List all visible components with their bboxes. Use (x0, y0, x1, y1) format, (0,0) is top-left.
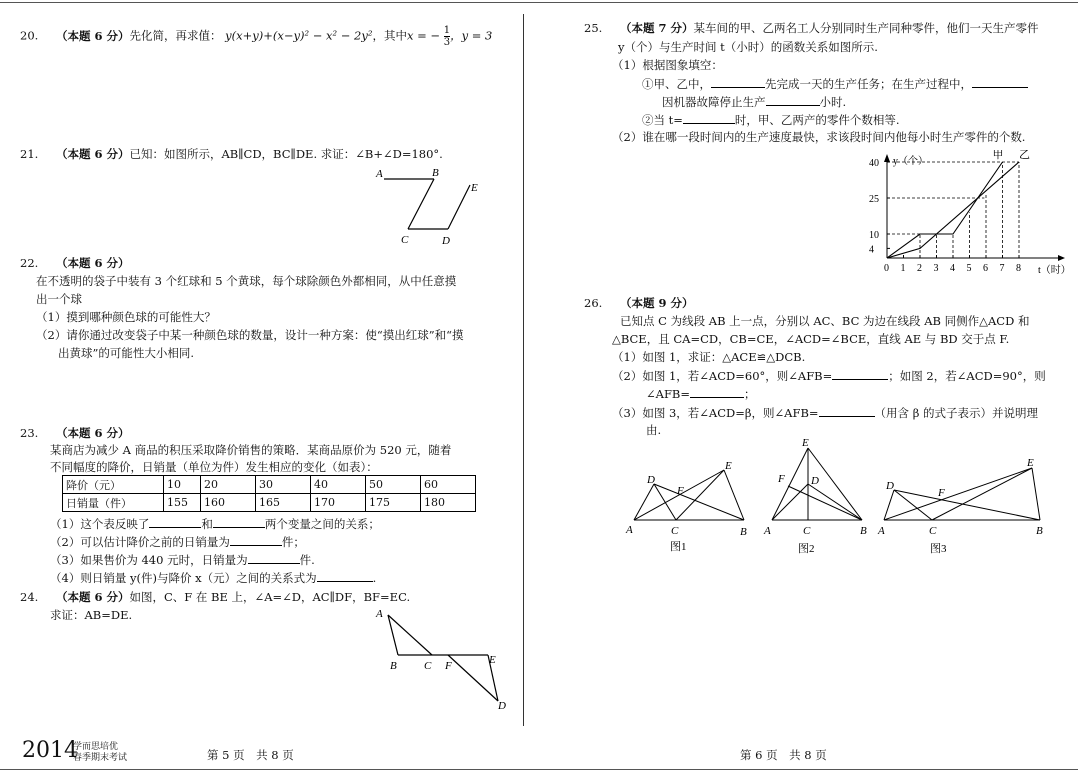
q21-label-a: A (376, 168, 383, 180)
column-divider (523, 14, 524, 726)
answer-blank[interactable] (230, 533, 282, 546)
fig3-label-c: C (929, 525, 937, 537)
q20-text: 先化简，再求值： (129, 28, 222, 43)
top-rule (0, 2, 1078, 3)
y-tick-label: 10 (869, 230, 879, 241)
q21-figure (370, 165, 490, 250)
chart-axes (884, 154, 1065, 261)
q23-sub-2 (50, 533, 305, 550)
fig1-label-d: D (647, 474, 655, 486)
q21-text: 已知：如图所示，AB∥CD，BC∥DE. 求证：∠B+∠D=180°. (129, 147, 443, 161)
q26-number: 26. (584, 296, 603, 310)
fig2-label-e: E (802, 437, 809, 449)
fig2-label-a: A (764, 525, 771, 537)
fig3-line (884, 468, 1032, 520)
q22-sub-1: （1）摸到哪种颜色球的可能性大？ (36, 310, 216, 324)
q24-label-e: E (489, 654, 496, 666)
y-axis-title: y（个） (893, 156, 928, 167)
answer-blank[interactable] (766, 93, 820, 106)
table-cell: 20 (201, 476, 256, 494)
q24-number: 24. (20, 590, 39, 604)
q21-segment-bc (408, 179, 434, 229)
x-axis-arrow (1058, 255, 1065, 261)
q24-text: 如图，C、F 在 BE 上，∠A=∠D，AC∥DF，BF=EC. (129, 590, 411, 604)
q20-line (20, 25, 492, 48)
q20-frac-num: 1 (443, 25, 451, 36)
table-cell: 40 (311, 476, 366, 494)
fig2-line (772, 484, 808, 520)
page-number-right: 第 6 页 共 8 页 (740, 748, 827, 762)
table-cell: 30 (256, 476, 311, 494)
q24-points: （本题 6 分） (55, 590, 130, 604)
q20-cond-pre: ，其中 (372, 28, 407, 43)
y-tick-label: 4 (869, 244, 874, 256)
q23-s4b: . (372, 571, 377, 585)
fig1-caption: 图1 (670, 541, 687, 553)
q23-number: 23. (20, 426, 39, 440)
q23-points: （本题 6 分） (55, 426, 130, 440)
fig3-caption: 图3 (930, 543, 947, 555)
footer-brand (73, 742, 127, 764)
y-tick-label: 25 (869, 194, 879, 205)
fig3-label-d: D (886, 480, 894, 492)
table-cell: 155 (164, 494, 201, 512)
fig2-line (808, 484, 862, 520)
q23-s2b: 件； (281, 535, 305, 549)
q23-sub-4 (50, 569, 376, 586)
q21-label-e: E (471, 182, 478, 194)
q22-text-2: 出一个球 (36, 292, 82, 306)
fig2-label-d: D (811, 475, 819, 487)
q21-line (20, 146, 443, 162)
q25-points: （本题 7 分） (619, 21, 694, 35)
q20-points: （本题 6 分） (55, 28, 130, 43)
footer-brand-1: 学而思培优 (73, 742, 119, 752)
q26-s3a: （3）如图 3，若∠ACD=β，则∠AFB= (612, 406, 819, 420)
fig1-label-f: F (677, 485, 684, 497)
table-cell: 50 (366, 476, 421, 494)
q26-text-2: △BCE，且 CA=CD，CB=CE，∠ACD=∠BCE，直线 AE 与 BD 交于点 F. (612, 332, 1010, 346)
q25-chart (860, 150, 1075, 282)
fig2-label-f: F (778, 473, 785, 485)
q26-line (584, 295, 693, 311)
q23-text-1: 某商店为减少 A 商品的积压采取降价销售的策略．某商品原价为 520 元，随着 (50, 443, 452, 457)
q25-s1c2: 时，甲、乙两产的零件个数相等. (734, 113, 900, 127)
x-tick-label: 7 (999, 263, 1005, 274)
x-tick-label: 4 (950, 263, 955, 274)
q25-s1b1: 因机器故障停止生产 (662, 95, 766, 109)
table-cell: 降价（元） (63, 476, 164, 494)
q23-s3a: （3）如果售价为 440 元时，日销量为 (50, 553, 248, 567)
q25-sub-1b (662, 93, 846, 110)
q21-label-d: D (442, 235, 450, 247)
table-cell: 日销量（件） (63, 494, 164, 512)
fig2-line (788, 486, 862, 520)
q20-expression: y(x+y)+(x−y)² − x² − 2y² (225, 28, 373, 43)
q24-label-a: A (376, 608, 383, 620)
q22-sub-2b: 出黄球”的可能性大小相同. (58, 346, 195, 360)
q24-label-d: D (498, 700, 506, 712)
q22-points: （本题 6 分） (55, 256, 130, 270)
x-tick-label: 6 (983, 263, 988, 274)
y-axis-arrow (884, 154, 890, 162)
fig3-line (932, 468, 1032, 520)
answer-blank[interactable] (683, 111, 735, 124)
q26-s2a: （2）如图 1，若∠ACD=60°，则∠AFB= (612, 369, 833, 383)
fig3-line (884, 490, 894, 520)
q25-sub-1: （1）根据图象填空： (612, 58, 723, 72)
q22-number: 22. (20, 256, 39, 270)
fig3-label-a: A (878, 525, 885, 537)
q22-line (20, 255, 129, 271)
fig2-caption: 图2 (798, 543, 815, 555)
q23-sub-1 (50, 515, 380, 532)
fig1-label-a: A (626, 524, 633, 536)
q23-s1c: 两个变量之间的关系； (264, 517, 380, 531)
q26-figures (622, 436, 1062, 558)
fig3-label-b: B (1036, 525, 1043, 537)
answer-blank[interactable] (149, 515, 201, 528)
q21-label-c: C (401, 234, 409, 246)
q20-frac-den: 3 (443, 37, 451, 48)
answer-blank[interactable] (972, 75, 1028, 88)
q26-sub-3 (612, 404, 1038, 421)
answer-blank[interactable] (819, 404, 875, 417)
answer-blank[interactable] (317, 569, 373, 582)
fig3-label-f: F (938, 487, 945, 499)
fig2-label-b: B (860, 525, 867, 537)
q21-segment-de (448, 185, 470, 229)
table-cell: 170 (311, 494, 366, 512)
q21-points: （本题 6 分） (55, 147, 130, 161)
q22-sub-2a: （2）请你通过改变袋子中某一种颜色球的数量，设计一种方案：使“摸出红球”和“摸 (36, 328, 464, 342)
q25-s1a2: 先完成一天的生产任务；在生产过程中， (765, 77, 972, 91)
fig3-line (1032, 468, 1040, 520)
q25-sub-2: （2）谁在哪一段时间内的生产速度最快，求该段时间内他每小时生产零件的个数. (612, 130, 1026, 144)
bottom-rule (0, 769, 1078, 770)
q26-points: （本题 9 分） (619, 296, 694, 310)
x-tick-label: 3 (933, 263, 939, 274)
answer-blank[interactable] (248, 551, 300, 564)
q25-line (584, 20, 1038, 36)
q23-s1b: 和 (201, 517, 213, 531)
answer-blank[interactable] (213, 515, 265, 528)
q25-sub-1a (642, 75, 1028, 92)
series-label: 乙 (1019, 150, 1030, 161)
answer-blank[interactable] (832, 367, 888, 380)
x-tick-label: 2 (917, 263, 922, 274)
table-cell: 60 (421, 476, 476, 494)
q26-s2b: ；如图 2，若∠ACD=90°，则 (888, 369, 1046, 383)
figure-2 (763, 437, 867, 537)
table-row (63, 476, 476, 494)
series-line (887, 162, 1003, 258)
fig1-label-c: C (671, 525, 679, 537)
fig3-label-e: E (1027, 457, 1034, 469)
q23-s2a: （2）可以估计降价之前的日销量为 (50, 535, 230, 549)
q24-label-c: C (424, 660, 432, 672)
q21-label-b: B (432, 167, 439, 179)
q25-number: 25. (584, 21, 603, 35)
q24-figure (370, 605, 520, 715)
q25-text-1: 某车间的甲、乙两名工人分别同时生产同种零件，他们一天生产零件 (693, 21, 1039, 35)
q23-s4a: （4）则日销量 y(件)与降价 x（元）之间的关系式为 (50, 571, 317, 585)
answer-blank[interactable] (711, 75, 765, 88)
q26-sub-3c: 由. (646, 423, 662, 437)
q24-segment-ab (388, 615, 398, 655)
fig1-label-e: E (725, 460, 732, 472)
series-label: 甲 (992, 150, 1004, 161)
q26-s3b: （用含 β 的式子表示）并说明理 (874, 406, 1039, 420)
q26-text-1: 已知点 C 为线段 AB 上一点，分别以 AC、BC 为边在线段 AB 同侧作△ACD 和 (620, 314, 1030, 328)
page-number-left: 第 5 页 共 8 页 (207, 748, 294, 762)
fig1-label-b: B (740, 526, 747, 538)
q26-sub-2 (612, 367, 1046, 384)
answer-blank[interactable] (690, 385, 744, 398)
footer-year: 2014 (22, 738, 78, 763)
table-cell: 180 (421, 494, 476, 512)
fig1-line (654, 484, 676, 520)
q25-s1c1: ②当 t= (642, 113, 683, 127)
table-row (63, 494, 476, 512)
q20-cond2: ，y = 3 (450, 28, 493, 43)
q23-table (62, 475, 476, 512)
x-tick-label: 8 (1016, 263, 1021, 274)
q24-segment-ac (388, 615, 432, 655)
table-cell: 160 (201, 494, 256, 512)
q22-text-1: 在不透明的袋子中装有 3 个红球和 5 个黄球，每个球除颜色外都相同，从中任意摸 (36, 274, 457, 288)
q23-sub-3 (50, 551, 315, 568)
q25-sub-1c (642, 111, 900, 128)
q20-cond: x = − (406, 28, 441, 43)
table-cell: 175 (366, 494, 421, 512)
q24-label-b: B (390, 660, 397, 672)
q24-label-f: F (445, 660, 452, 672)
fig2-label-c: C (803, 525, 811, 537)
x-tick-label: 0 (884, 263, 889, 274)
fig1-line (654, 484, 744, 520)
x-tick-label: 1 (900, 263, 906, 274)
q26-s2c: ∠AFB= (646, 387, 691, 401)
q20-number: 20. (20, 28, 39, 43)
q25-text-2: y（个）与生产时间 t（小时）的函数关系如图所示. (618, 40, 878, 54)
q23-text-2: 不同幅度的降价，日销量（单位为件）发生相应的变化（如表）： (50, 460, 378, 474)
q26-sub-2c (646, 385, 756, 402)
fig3-line (894, 490, 1040, 520)
q23-line (20, 425, 129, 441)
table-cell: 165 (256, 494, 311, 512)
y-tick-label: 40 (869, 158, 879, 169)
q23-s3b: 件. (299, 553, 315, 567)
q26-s2d: ； (744, 387, 756, 401)
q24-text-2: 求证：AB=DE. (50, 608, 133, 622)
q25-s1a1: ①甲、乙中， (642, 77, 711, 91)
q23-s1a: （1）这个表反映了 (50, 517, 150, 531)
figure-3 (877, 457, 1043, 537)
x-axis-title: t（时） (1038, 265, 1071, 276)
q21-number: 21. (20, 147, 39, 161)
q26-sub-1: （1）如图 1，求证：△ACE≌△DCB. (612, 350, 806, 364)
fig1-line (724, 470, 744, 520)
q24-line (20, 589, 410, 605)
footer-brand-2: 春季期末考试 (73, 753, 128, 763)
q25-s1b2: 小时. (819, 95, 847, 109)
table-cell: 10 (164, 476, 201, 494)
x-tick-label: 5 (966, 263, 972, 274)
figure-1 (625, 460, 747, 538)
